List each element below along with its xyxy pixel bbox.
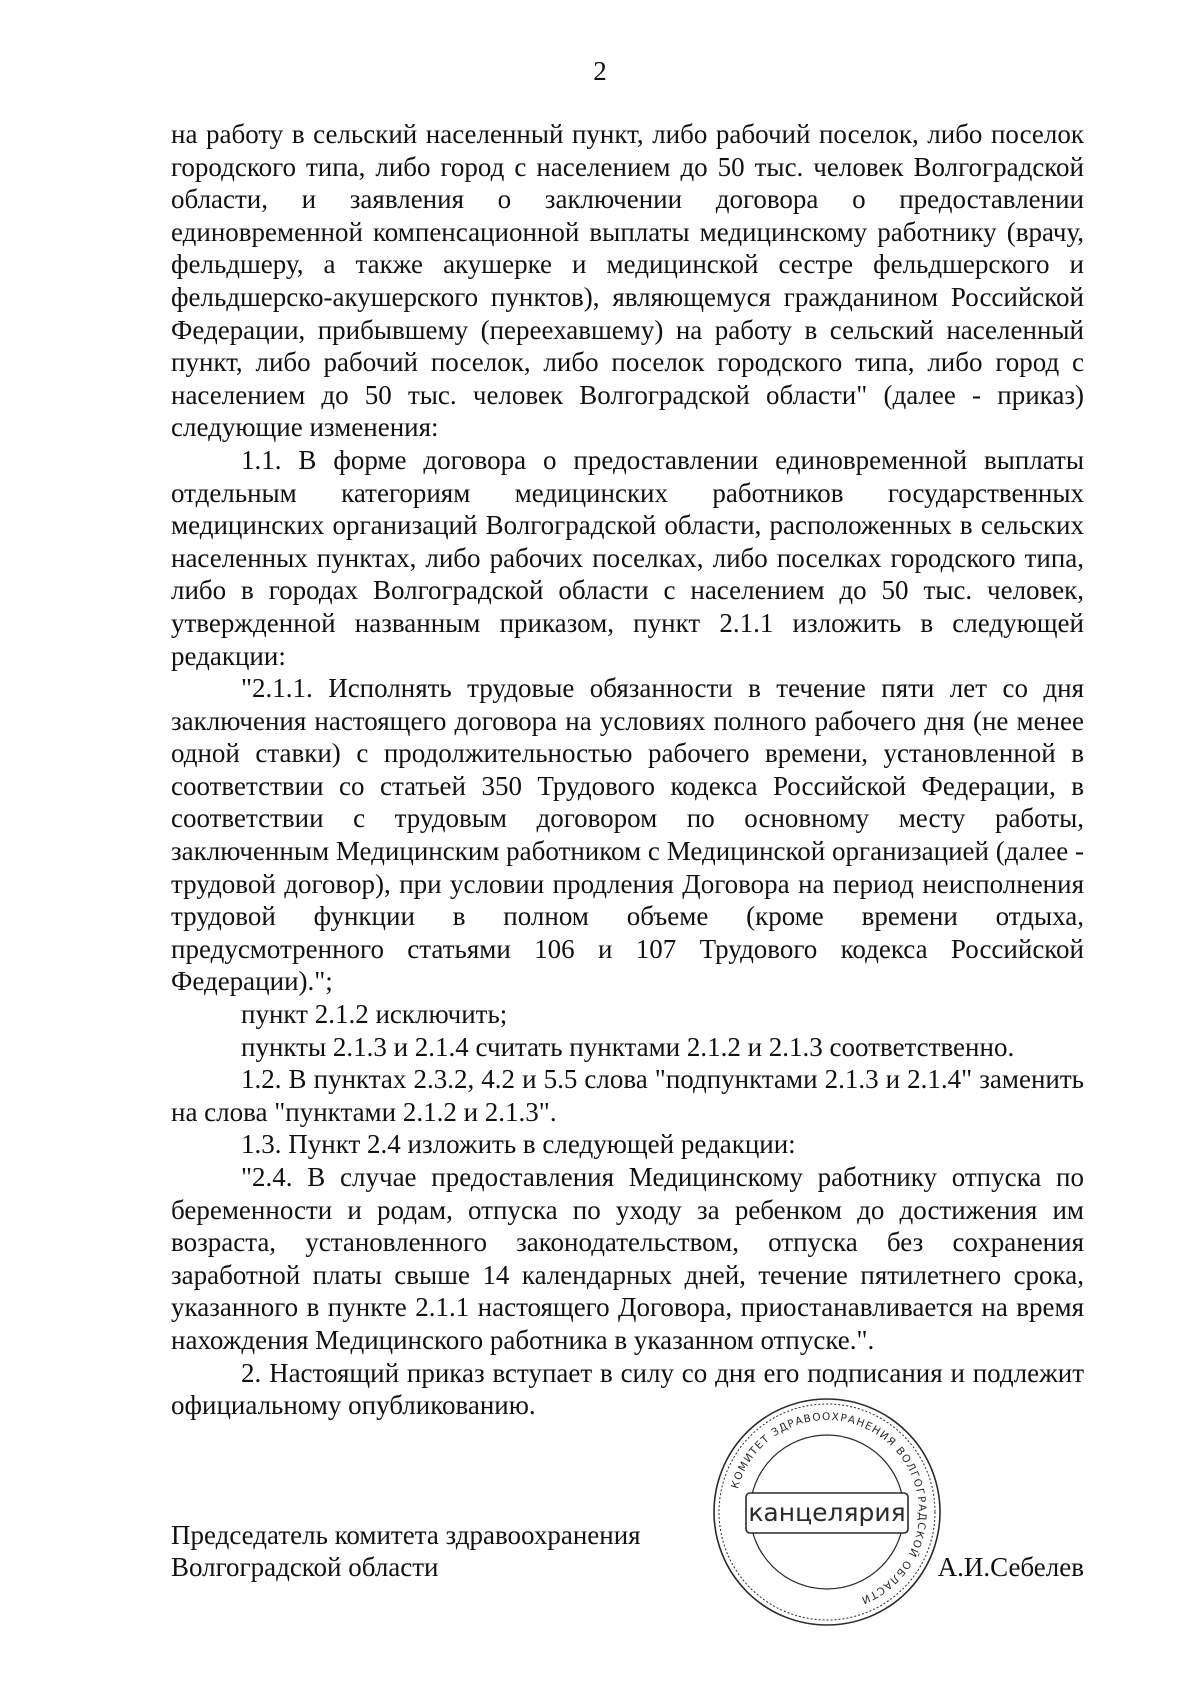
office-seal-stamp: [708, 1393, 946, 1631]
signatory-title: [171, 1519, 641, 1583]
paragraph-intro: на работу в сельский населенный пункт, либо рабочий поселок, либо поселок городского типа, либо город с населением до 50 тыс. человек Волгоградской области, и заявления о заключении договора о предоставлении единовременной компенсационной выплаты медицинскому работнику (врачу, фельдшеру, а также акушерке и медицинской сестре фельдшерского и фельдшерско-акушерского пунктов), являющемуся гражданином Российской Федерации, прибывшему (переехавшему) на работу в сельский населенный пункт, либо рабочий поселок, либо поселок городского типа, либо город с населением до 50 тыс. человек Волгоградской области" (далее - приказ) следующие изменения:: [171, 119, 1084, 443]
page-number: 2: [593, 56, 607, 86]
paragraph-renumber: пункты 2.1.3 и 2.1.4 считать пунктами 2.1.2 и 2.1.3 соответственно.: [241, 1031, 1015, 1062]
seal-graphic: [708, 1393, 946, 1631]
seal-ring-text: КОМИТЕТ ЗДРАВООХРАНЕНИЯ ВОЛГОГРАДСКОЙ ОБЛАСТИ: [729, 1410, 929, 1607]
paragraph-2-1-1-quote: "2.1.1. Исполнять трудовые обязанности в течение пяти лет со дня заключения настоящего договора на условиях полного рабочего дня (не менее одной ставки) с продолжительностью рабочего времени, установленной в соответствии со статьей 350 Трудового кодекса Российской Федерации, в соответствии с трудовым договором по основному месту работы, заключенным Медицинским работником с Медицинской организацией (далее - трудовой договор), при условии продления Договора на период неисполнения трудовой функции в полном объеме (кроме времени отдыха, предусмотренного статьями 106 и 107 Трудового кодекса Российской Федерации).";: [171, 673, 1084, 997]
signatory-title-line2: Волгоградской области: [171, 1552, 439, 1582]
paragraph-2-effective: 2. Настоящий приказ вступает в силу со дня его подписания и подлежит официальному опубликованию.: [171, 1357, 1084, 1421]
paragraph-exclude-2-1-2: пункт 2.1.2 исключить;: [241, 999, 508, 1030]
paragraph-1-1: 1.1. В форме договора о предоставлении единовременной выплаты отдельным категориям медицинских работников государственных медицинских организаций Волгоградской области, расположенных в сельских населенных пунктах, либо рабочих поселках, либо поселках городского типа, либо в городах Волгоградской области с населением до 50 тыс. человек, утвержденной названным приказом, пункт 2.1.1 изложить в следующей редакции:: [171, 444, 1084, 671]
paragraph-1-2: 1.2. В пунктах 2.3.2, 4.2 и 5.5 слова "подпунктами 2.1.3 и 2.1.4" заменить на слова "пунктами 2.1.2 и 2.1.3".: [171, 1064, 1084, 1127]
signature-block: [171, 1519, 1084, 1599]
document-body: [171, 118, 1084, 1422]
seal-center-text: канцелярия: [748, 1498, 906, 1527]
signatory-title-line1: Председатель комитета здравоохранения: [171, 1520, 641, 1550]
paragraph-2-4-quote: "2.4. В случае предоставления Медицинскому работнику отпуска по беременности и родам, отпуска по уходу за ребенком до достижения им возраста, установленного законодательством, отпуска без сохранения заработной платы свыше 14 календарных дней, течение пятилетнего срока, указанного в пункте 2.1.1 настоящего Договора, приостанавливается на время нахождения Медицинского работника в указанном отпуске.".: [171, 1162, 1084, 1355]
paragraph-1-3: 1.3. Пункт 2.4 изложить в следующей редакции:: [241, 1129, 796, 1160]
signatory-name: А.И.Себелев: [937, 1552, 1084, 1582]
